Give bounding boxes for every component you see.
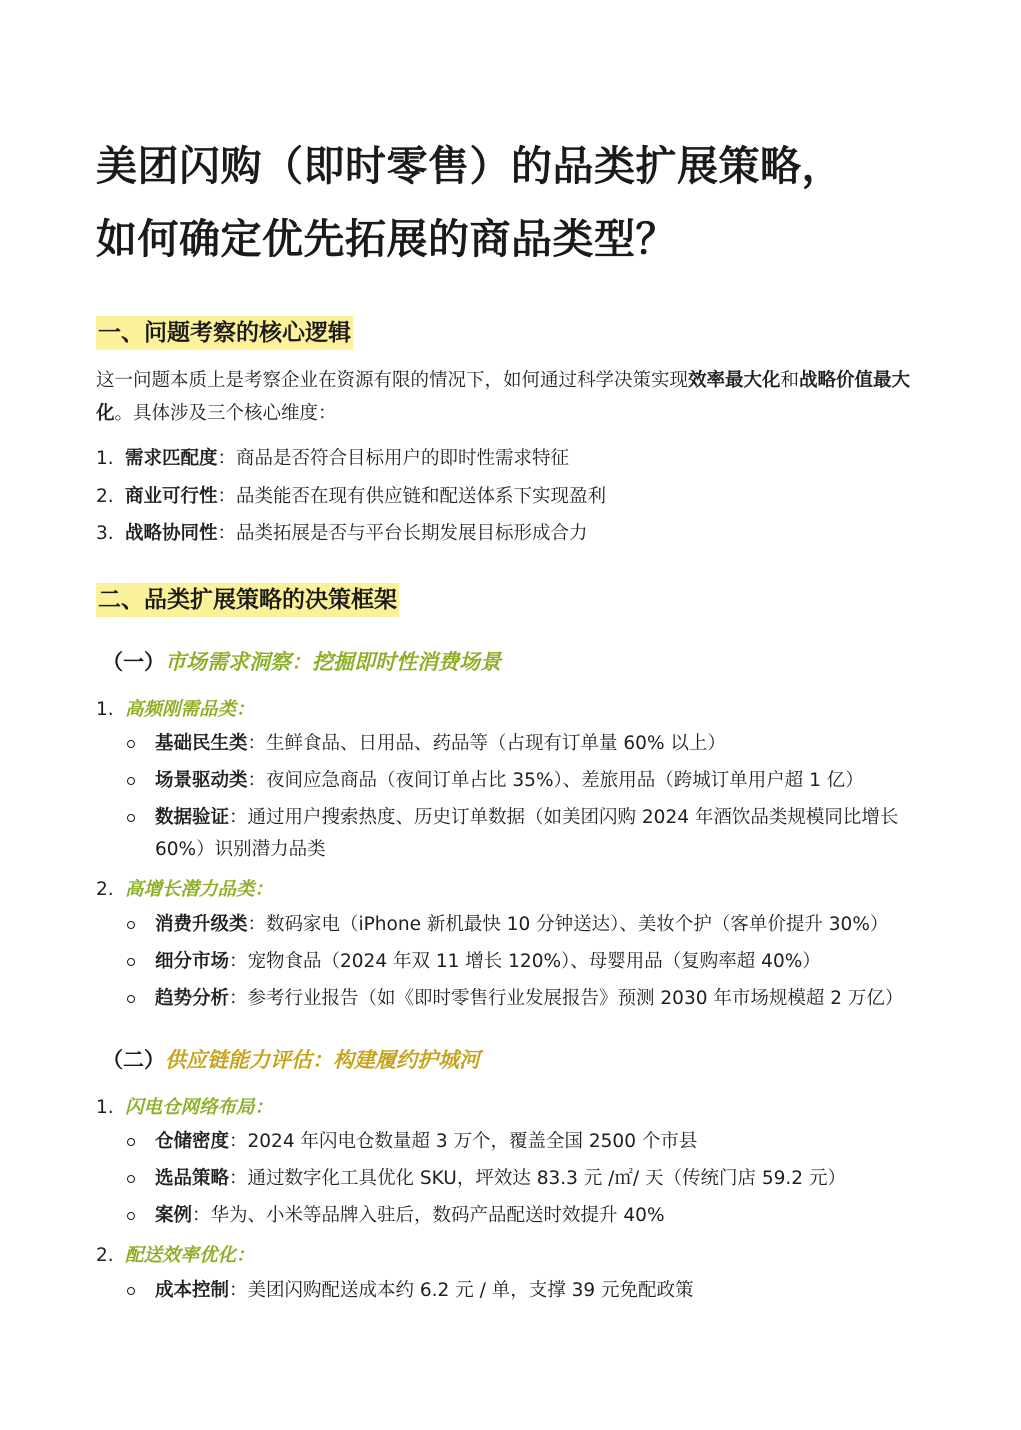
bullet-item — [126, 1275, 925, 1307]
list-number: 2. — [96, 1245, 114, 1266]
subsection-number: （二） — [102, 1047, 165, 1072]
bullet-bold: 案例 — [155, 1205, 193, 1226]
list-item — [96, 440, 961, 478]
bullet-item — [126, 983, 925, 1015]
bullet-list — [96, 1126, 961, 1232]
bullet-item — [126, 909, 925, 941]
bullet-item — [126, 1163, 925, 1195]
subsection-1-groups — [96, 691, 961, 1015]
bullet-item — [126, 802, 925, 866]
list-item-bold: 商业可行性 — [125, 485, 218, 507]
bullet-text: ：通过数字化工具优化 SKU，坪效达 83.3 元 /㎡/ 天（传统门店 59.2 元） — [229, 1168, 846, 1189]
list-item-text: ：品类能否在现有供应链和配送体系下实现盈利 — [217, 485, 607, 507]
bullet-list — [96, 1275, 961, 1307]
bullet-bold: 消费升级类 — [155, 913, 248, 935]
group-label: 配送效率优化： — [125, 1245, 255, 1266]
list-number: 2. — [96, 485, 114, 507]
section-2-heading: 二、品类扩展策略的决策框架 — [96, 583, 399, 617]
bullet-bold: 场景驱动类 — [155, 770, 248, 791]
intro-bold-strategy: 战略价值最大化 — [96, 370, 911, 424]
subsection-title — [165, 650, 501, 674]
bullet-item — [126, 1126, 925, 1158]
group-heading — [96, 1237, 961, 1275]
subsection-colon: ： — [312, 1047, 333, 1072]
subsection-title-b: 挖掘即时性消费场景 — [312, 649, 501, 674]
list-item-bold: 战略协同性 — [125, 523, 218, 544]
bullet-text: ：参考行业报告（如《即时零售行业发展报告》预测 2030 年市场规模超 2 万亿） — [229, 987, 904, 1009]
bullet-bold: 选品策略 — [155, 1168, 230, 1189]
group-label: 高频刚需品类： — [125, 698, 255, 720]
bullet-text: ：夜间应急商品（夜间订单占比 35%）、差旅用品（跨城订单用户超 1 亿） — [247, 770, 864, 791]
bullet-item — [126, 728, 925, 760]
intro-text-a: 这一问题本质上是考察企业在资源有限的情况下，如何通过科学决策实现 — [96, 370, 689, 391]
intro-bold-efficiency: 效率最大化 — [688, 370, 781, 391]
list-number: 2. — [96, 879, 114, 900]
list-item-text: ：品类拓展是否与平台长期发展目标形成合力 — [217, 523, 588, 544]
intro-text-d: 。具体涉及三个核心维度： — [114, 403, 337, 424]
list-number: 3. — [96, 523, 114, 544]
list-item-bold: 需求匹配度 — [125, 448, 218, 469]
subsection-2-heading — [102, 1045, 961, 1075]
group-heading — [96, 691, 961, 729]
group-label: 闪电仓网络布局： — [125, 1096, 274, 1118]
subsection-colon: ： — [291, 649, 312, 674]
section-1-intro — [96, 364, 926, 430]
subsection-title — [165, 1048, 480, 1072]
bullet-list — [96, 728, 961, 866]
group-label: 高增长潜力品类： — [125, 879, 274, 900]
list-number: 1. — [96, 448, 114, 469]
page-title — [96, 130, 961, 276]
bullet-bold: 成本控制 — [155, 1279, 230, 1301]
core-dimensions-list — [96, 440, 961, 553]
bullet-bold: 细分市场 — [155, 950, 230, 972]
bullet-text: ：美团闪购配送成本约 6.2 元 / 单，支撑 39 元免配政策 — [229, 1279, 694, 1301]
bullet-item — [126, 1200, 925, 1232]
bullet-text: ：通过用户搜索热度、历史订单数据（如美团闪购 2024 年酒饮品类规模同比增长 60%）识别潜力品类 — [155, 807, 899, 860]
list-item-text: ：商品是否符合目标用户的即时性需求特征 — [217, 448, 570, 469]
subsection-2-groups — [96, 1089, 961, 1307]
bullet-text: ：2024 年闪电仓数量超 3 万个，覆盖全国 2500 个市县 — [229, 1131, 698, 1152]
bullet-item — [126, 946, 925, 978]
intro-text-and: 和 — [780, 370, 800, 391]
subsection-1-heading — [102, 647, 961, 677]
group-heading — [96, 871, 961, 909]
bullet-text: ：华为、小米等品牌入驻后，数码产品配送时效提升 40% — [192, 1205, 665, 1226]
subsection-number: （一） — [102, 649, 165, 674]
title-line-2: 如何确定优先拓展的商品类型？ — [96, 215, 677, 263]
bullet-text: ：生鲜食品、日用品、药品等（占现有订单量 60% 以上） — [247, 733, 726, 754]
list-item — [96, 515, 961, 553]
list-item — [96, 478, 961, 516]
subsection-title-a: 市场需求洞察 — [165, 649, 291, 674]
bullet-list — [96, 909, 961, 1015]
bullet-bold: 仓储密度 — [155, 1131, 230, 1152]
title-line-1: 美团闪购（即时零售）的品类扩展策略， — [96, 142, 843, 190]
bullet-bold: 数据验证 — [155, 807, 230, 828]
subsection-title-a: 供应链能力评估 — [165, 1047, 312, 1072]
section-1-heading: 一、问题考察的核心逻辑 — [96, 316, 353, 350]
bullet-text: ：数码家电（iPhone 新机最快 10 分钟送达）、美妆个护（客单价提升 30%） — [247, 913, 889, 935]
list-number: 1. — [96, 1096, 114, 1118]
bullet-bold: 趋势分析 — [155, 987, 230, 1009]
bullet-text: ：宠物食品（2024 年双 11 增长 120%）、母婴用品（复购率超 40%） — [229, 950, 821, 972]
bullet-item — [126, 765, 925, 797]
subsection-title-b: 构建履约护城河 — [333, 1047, 480, 1072]
bullet-bold: 基础民生类 — [155, 733, 248, 754]
list-number: 1. — [96, 698, 114, 720]
group-heading — [96, 1089, 961, 1127]
